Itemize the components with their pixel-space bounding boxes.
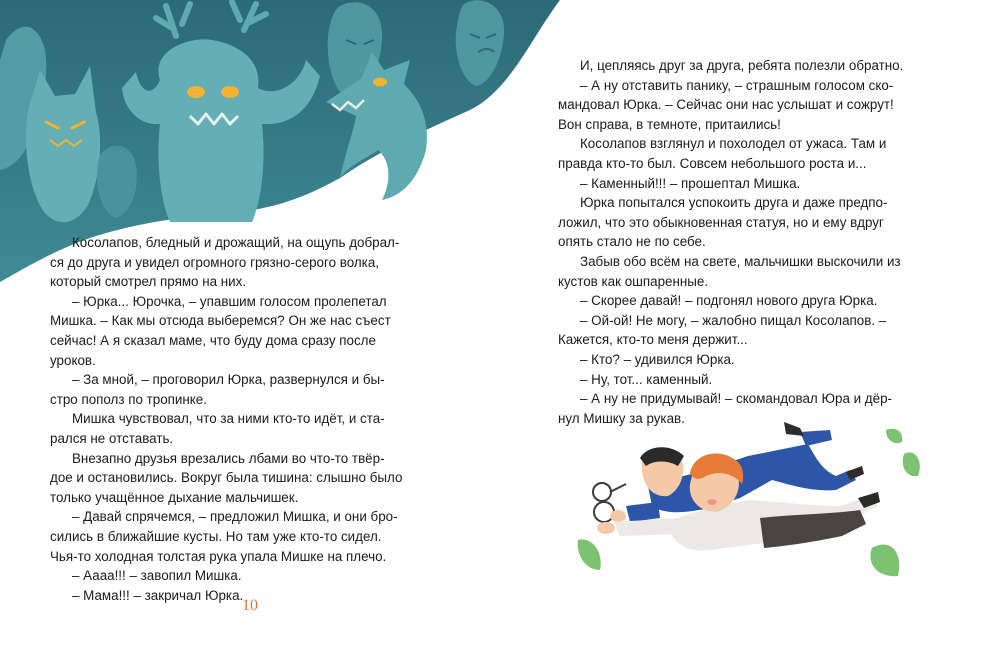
paragraph: – Кто? – удивился Юрка. (580, 351, 735, 367)
leaf-icon (903, 452, 920, 476)
paragraph: – А ну отставить панику, – страшным голосом ско- мандовал Юрка. – Сейчас они нас услышат и сожрут! Вон справа, в темноте, притаились! (558, 77, 894, 132)
paragraph: Мишка чувствовал, что за ними кто-то идёт, и ста- рался не отставать. (50, 411, 385, 446)
paragraph: Юрка попытался успокоить друга и даже предпо- ложил, что это обыкновенная статуя, но и ему вдруг опять стало не по себе. (558, 195, 888, 250)
page-number: 10 (242, 597, 258, 614)
paragraph: – А ну не придумывай! – скомандовал Юра и дёр- нул Мишку за рукав. (558, 391, 892, 426)
paragraph: – Скорее давай! – подгонял нового друга Юрка. (580, 293, 878, 309)
paragraph: Косолапов взглянул и похолодел от ужаса. Там и правда кто-то был. Совсем небольшого роста и... (558, 136, 887, 171)
boys-running-icon (597, 453, 880, 550)
paragraph: – Юрка... Юрочка, – упавшим голосом пролепетал Мишка. – Как мы отсюда выберемся? Он же нас съест сейчас! А я сказал маме, что буду дома сразу после уроков. (50, 293, 391, 368)
paragraph: – За мной, – проговорил Юрка, развернулся и бы- стро пополз по тропинке. (50, 372, 385, 407)
paragraph: – Мама!!! – закричал Юрка. (72, 587, 244, 603)
leaf-icon (886, 429, 902, 444)
paragraph: Внезапно друзья врезались лбами во что-то твёр- дое и остановились. Вокруг была тишина: слышно было только учащённое дыхание мальчишек. (50, 450, 403, 505)
paragraph: Косолапов, бледный и дрожащий, на ощупь добрал- ся до друга и увидел огромного грязно-серого волка, который смотрел прямо на них. (50, 235, 400, 290)
paragraph: – Ну, тот... каменный. (580, 371, 713, 387)
paragraph: – Каменный!!! – прошептал Мишка. (580, 175, 801, 191)
paragraph: Забыв обо всём на свете, мальчишки выскочили из кустов как ошпаренные. (558, 253, 901, 289)
paragraph: – Аааа!!! – завопил Мишка. (72, 568, 242, 584)
right-page-text (558, 56, 953, 428)
boys-running-illustration (560, 410, 960, 610)
left-page-text (50, 233, 446, 605)
paragraph: И, цепляясь друг за друга, ребята полезли обратно. (580, 58, 904, 73)
paragraph: – Давай спрячемся, – предложил Мишка, и они бро- сились в ближайшие кусты. Но там уже кто-то сидел. Чья-то холодная толстая рука упала Мишке на плечо. (50, 509, 398, 564)
paragraph: – Ой-ой! Не могу, – жалобно пищал Косолапов. – Кажется, кто-то меня держит... (558, 312, 887, 348)
leaf-icon (870, 544, 899, 576)
leaf-icon (578, 539, 601, 570)
